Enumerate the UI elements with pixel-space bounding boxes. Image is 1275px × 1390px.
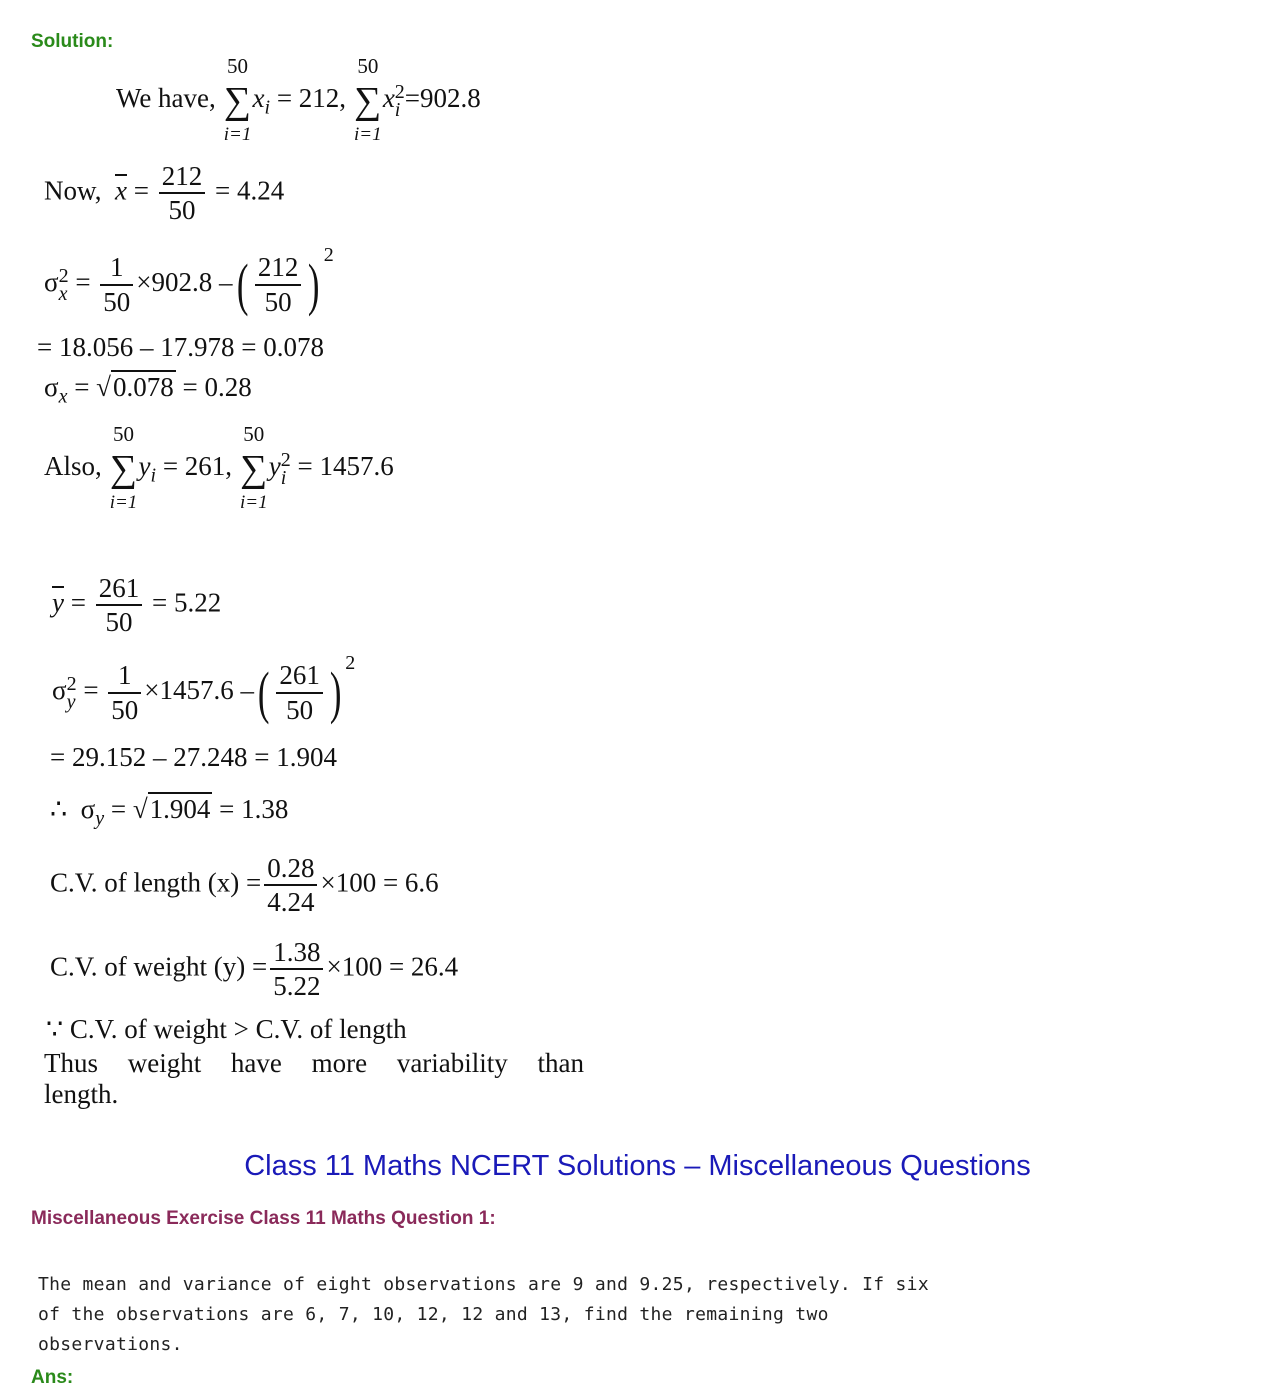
- ybar-result: = 5.22: [151, 587, 222, 618]
- xbar-result: = 4.24: [214, 175, 285, 206]
- we-have-text: We have,: [116, 83, 216, 114]
- xbar-line: Now, $\overline{x}$ = $\frac{212}{50}$ = 4.24: [44, 161, 285, 226]
- sum-upper: 50: [357, 54, 379, 78]
- sum-lower: i=1: [354, 124, 382, 145]
- var-y-mid: ×1457.6 –: [144, 675, 255, 705]
- question-text: The mean and variance of eight observations are 9 and 9.25, respectively. If six of the observations are 6, 7, 10, 12, 12 and 13, find the remaining two observations.: [38, 1274, 929, 1355]
- var-y-result: = 29.152 – 27.248 = 1.904: [50, 742, 337, 772]
- sum-upper: 50: [227, 54, 249, 78]
- solution-label: Solution:: [31, 31, 114, 52]
- sum-lower: i=1: [223, 124, 252, 145]
- cv-length-result: ×100 = 6.6: [320, 867, 439, 898]
- cv-weight-fraction: $\frac{1.38}{5.22}$: [270, 936, 323, 1003]
- sum-x-line: We have, 50 ∑ i=1 $x_i = 212$, 50 ∑ i=1 x2 i =902.8: [116, 54, 481, 145]
- ybar-fraction: $\frac{261}{50}$: [96, 572, 143, 639]
- because-line: ∵ C.V. of weight > C.V. of length: [46, 1014, 407, 1044]
- sd-x-result: = 0.28: [182, 372, 252, 402]
- sigma-y2: 50 ∑ i=1: [239, 450, 269, 488]
- sum-lower: i=1: [109, 492, 138, 513]
- var-y-line: σ2 y = $\frac{1}{50}$ ×1457.6 –( $\frac{261}{50}$ ) $^2$: [52, 652, 356, 725]
- sd-x-radicand: 0.078: [113, 372, 174, 402]
- cv-length-line: [50, 852, 439, 919]
- var-y-paren-frac: $\frac{261}{50}$: [276, 659, 323, 726]
- xbar-fraction: $\frac{212}{50}$: [159, 160, 206, 227]
- sum-upper: 50: [243, 422, 265, 446]
- question-label: Miscellaneous Exercise Class 11 Maths Question 1:: [31, 1208, 496, 1229]
- var-x-mid: ×902.8 –: [136, 267, 233, 297]
- cv-length-fraction: $\frac{0.28}{4.24}$: [264, 852, 317, 919]
- cv-weight-line: [50, 936, 458, 1003]
- sd-y-line: ∴ $\sigma_y = √1.904 = 1.38$: [50, 794, 289, 830]
- sd-x-line: $\sigma_x = √0.078 = 0.28$: [44, 372, 252, 408]
- sum-x2-value: =902.8: [404, 83, 481, 114]
- var-y-coef: $\frac{1}{50}$: [108, 659, 141, 726]
- conclusion-text: Thus weight have more variability than length.: [44, 1048, 584, 1109]
- sum-x-value: = 212,: [276, 83, 347, 114]
- sum-y2-value: = 1457.6: [297, 451, 394, 482]
- sigma-x2: 50 ∑ i=1: [353, 82, 383, 120]
- cv-weight-label: C.V. of weight (y) =: [50, 951, 268, 982]
- now-text: Now,: [44, 175, 102, 206]
- ybar-line: $\overline{y}$ = $\frac{261}{50}$ = 5.22: [52, 573, 222, 638]
- sd-y-radicand: 1.904: [149, 794, 211, 824]
- ans-label: Ans:: [31, 1367, 74, 1388]
- cv-weight-result: ×100 = 26.4: [326, 951, 459, 982]
- cv-length-label: C.V. of length (x) =: [50, 867, 262, 898]
- var-x-coef: $\frac{1}{50}$: [100, 251, 133, 318]
- sum-y-line: Also, 50 ∑ i=1 $y_i = 261$, 50 ∑ i=1 y2 i = 1457.6: [44, 422, 394, 513]
- var-x-result: = 18.056 – 17.978 = 0.078: [37, 332, 324, 362]
- var-x-paren-frac: $\frac{212}{50}$: [255, 251, 302, 318]
- sum-y-value: = 261,: [162, 451, 233, 482]
- sum-upper: 50: [113, 422, 135, 446]
- sigma-x: 50 ∑ i=1: [223, 82, 253, 120]
- sum-lower: i=1: [239, 492, 268, 513]
- also-text: Also,: [44, 451, 102, 482]
- var-x-line: σ2 x = $\frac{1}{50}$ ×902.8 –( $\frac{212}{50}$ ) $^2$: [44, 244, 334, 317]
- sigma-y: 50 ∑ i=1: [109, 450, 139, 488]
- sd-y-result: = 1.38: [219, 794, 289, 824]
- section-title: Class 11 Maths NCERT Solutions – Miscellaneous Questions: [244, 1150, 1031, 1182]
